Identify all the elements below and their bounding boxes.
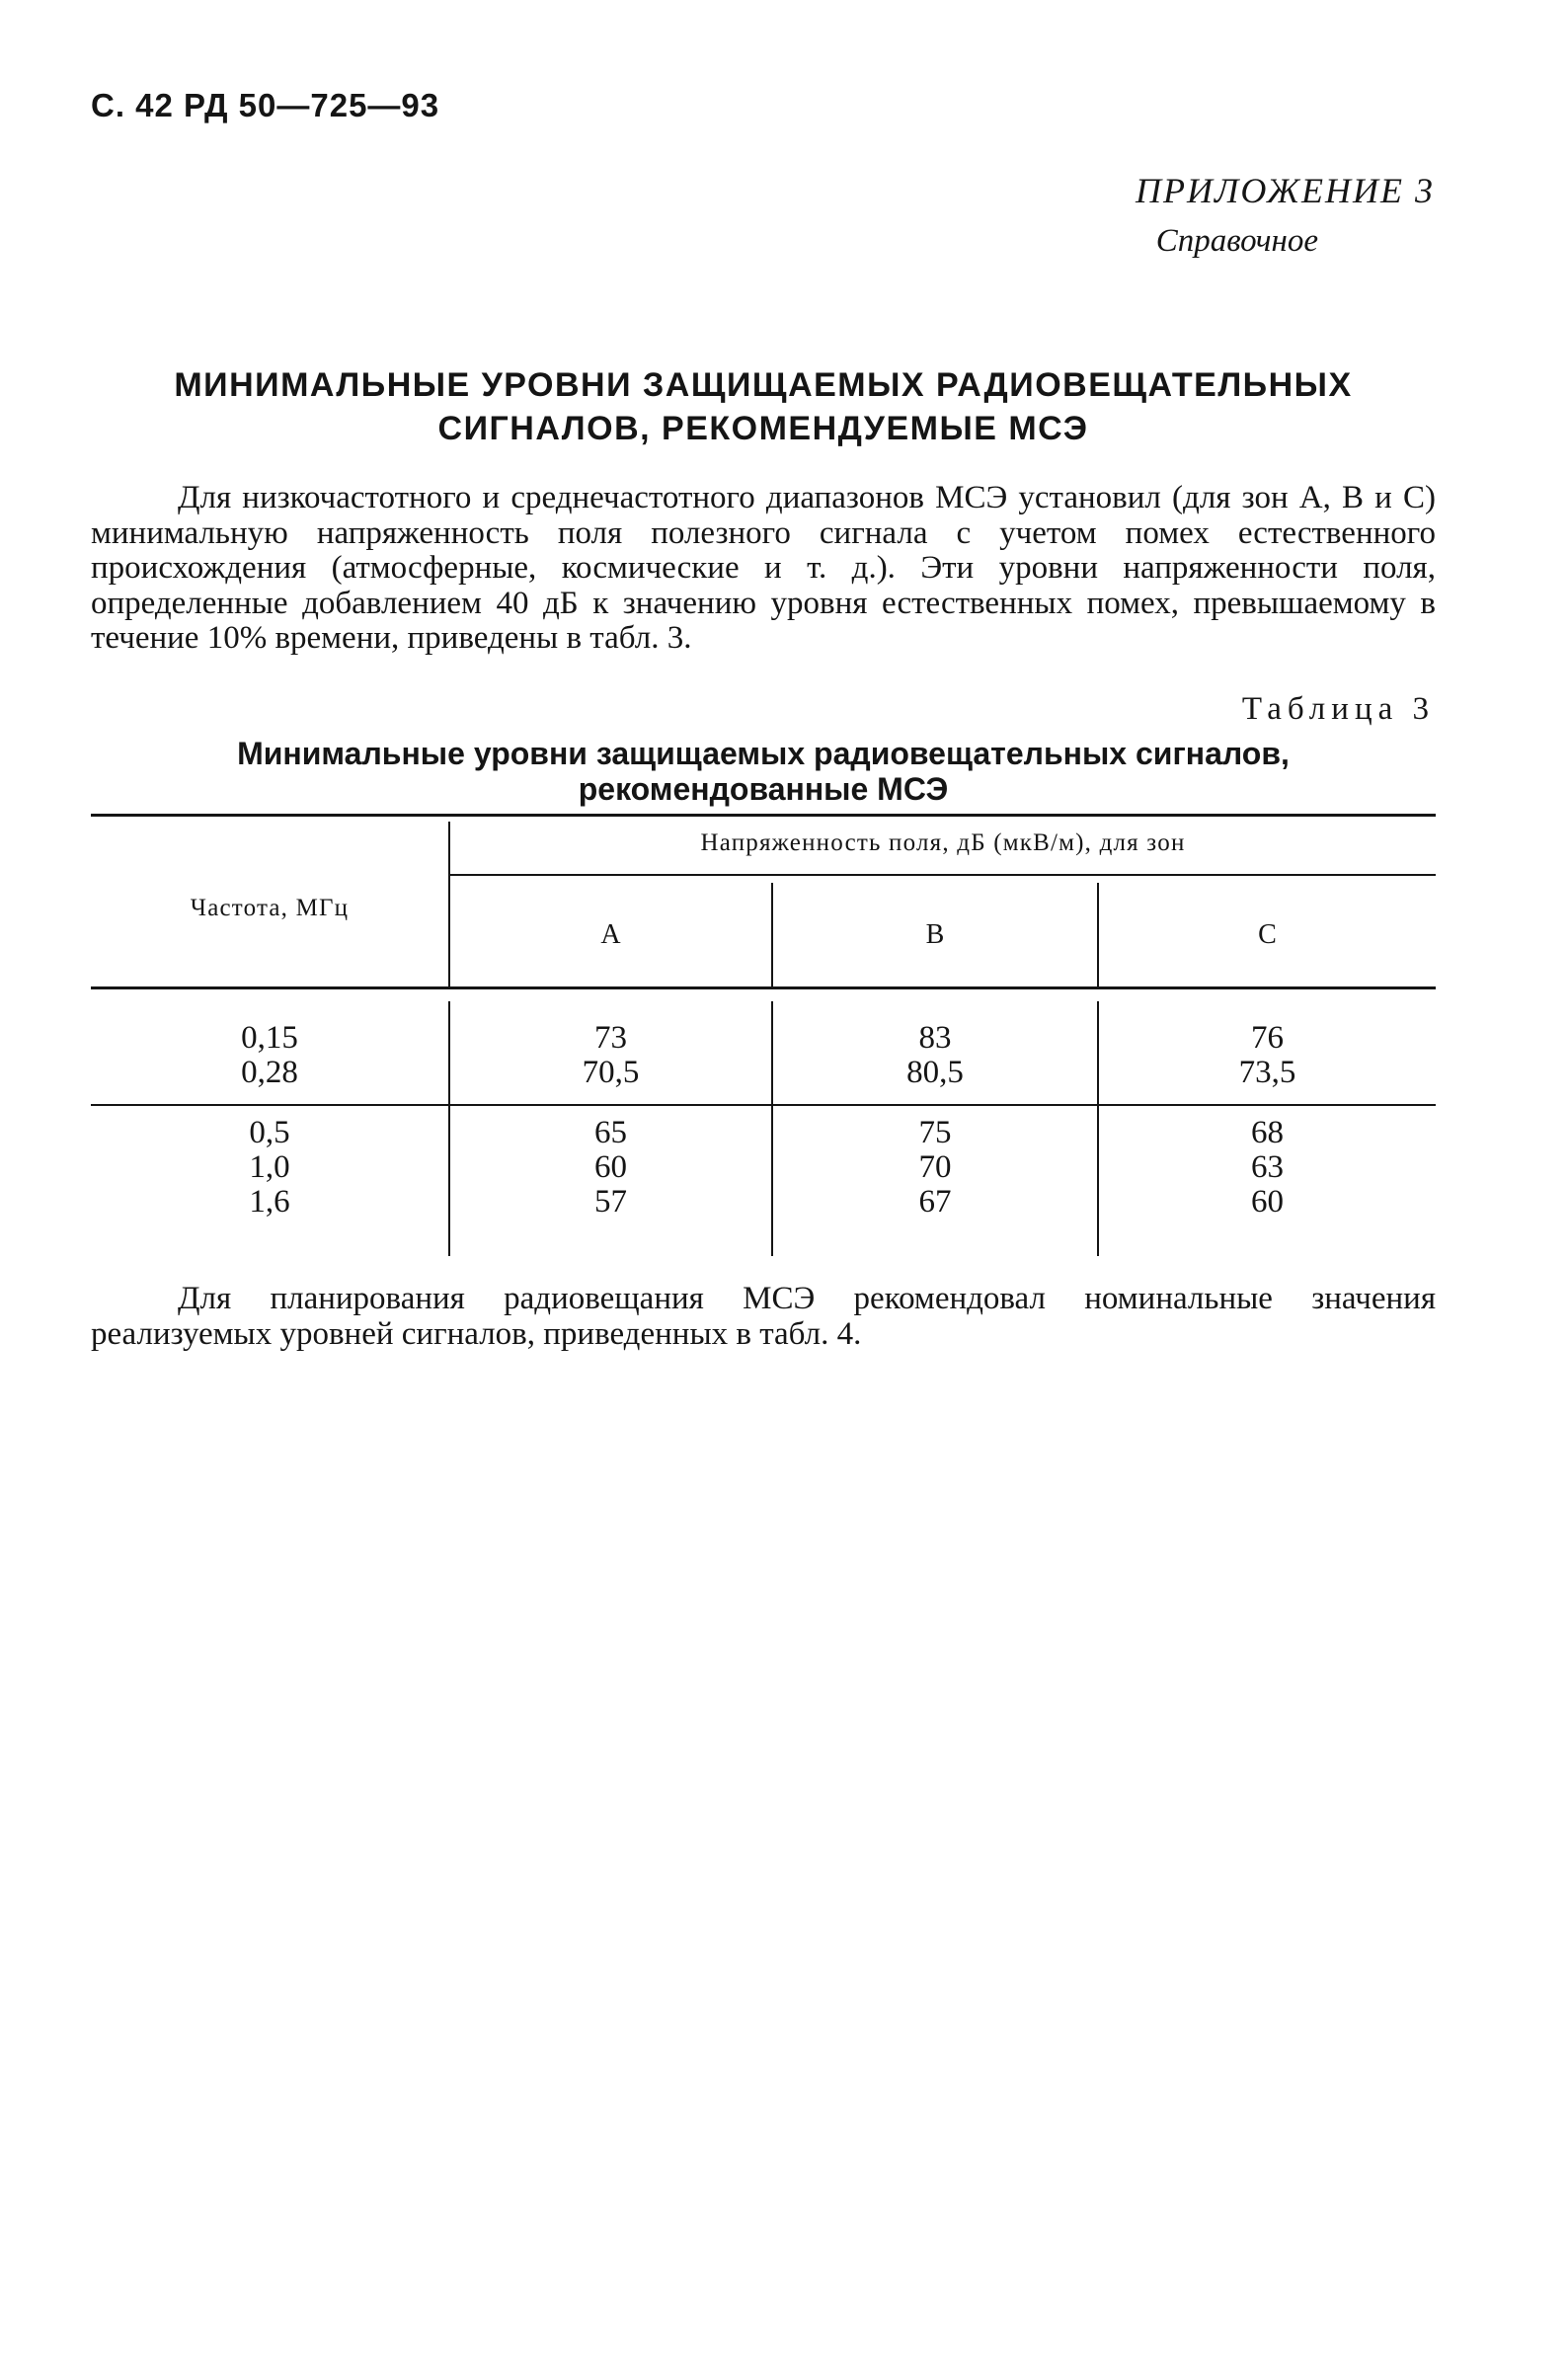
zone-b-cell: 83 80,5 [906,1020,964,1090]
zone-a-cell: 73 70,5 [582,1020,640,1090]
header-zone-a: А [600,919,621,950]
frequency-cell: 0,5 1,0 1,6 [249,1115,290,1220]
appendix-label: ПРИЛОЖЕНИЕ 3 [1136,171,1435,210]
appendix-type: Справочное [1155,223,1318,259]
intro-paragraph: Для низкочастотного и среднечастотного диапазонов МСЭ установил (для зон А, В и С) минимальную напряженность поля полезного сигнала с учетом помех естественного происхождения (атмосферные, космические и т. д.). Эти уровни напряженности поля, определенные добавлением 40 дБ к значению уровня естественных помех, превышаемому в течение 10% времени, приведены в табл. 3. [91,480,1436,656]
group-separator-rule [91,1104,1436,1106]
zone-c-cell: 76 73,5 [1238,1020,1296,1090]
closing-paragraph: Для планирования радиовещания МСЭ рекомендовал номинальные значения реализуемых уровней сигналов, приведенных в табл. 4. [91,1281,1436,1352]
header-field-strength: Напряженность поля, дБ (мкВ/м), для зон [700,829,1186,856]
zone-c-cell: 68 63 60 [1251,1115,1284,1220]
header-zone-b: В [925,919,945,950]
page-header: С. 42 РД 50—725—93 [91,87,440,123]
header-frequency: Частота, МГц [190,895,350,921]
signal-levels-table [91,814,1436,1258]
table-top-rule [91,814,1436,817]
header-zone-c: С [1258,919,1277,950]
zone-b-cell: 75 70 67 [918,1115,952,1220]
header-bottom-rule [91,986,1436,989]
frequency-cell: 0,15 0,28 [241,1020,298,1090]
table-number: Таблица 3 [1241,691,1435,727]
table-caption: Минимальные уровни защищаемых радиовещательных сигналов, рекомендованные МСЭ [237,736,1290,807]
zone-a-cell: 65 60 57 [594,1115,627,1220]
zones-header-rule [450,874,1436,876]
section-title: МИНИМАЛЬНЫЕ УРОВНИ ЗАЩИЩАЕМЫХ РАДИОВЕЩАТЕЛЬНЫХ СИГНАЛОВ, РЕКОМЕНДУЕМЫЕ МСЭ [174,366,1353,447]
